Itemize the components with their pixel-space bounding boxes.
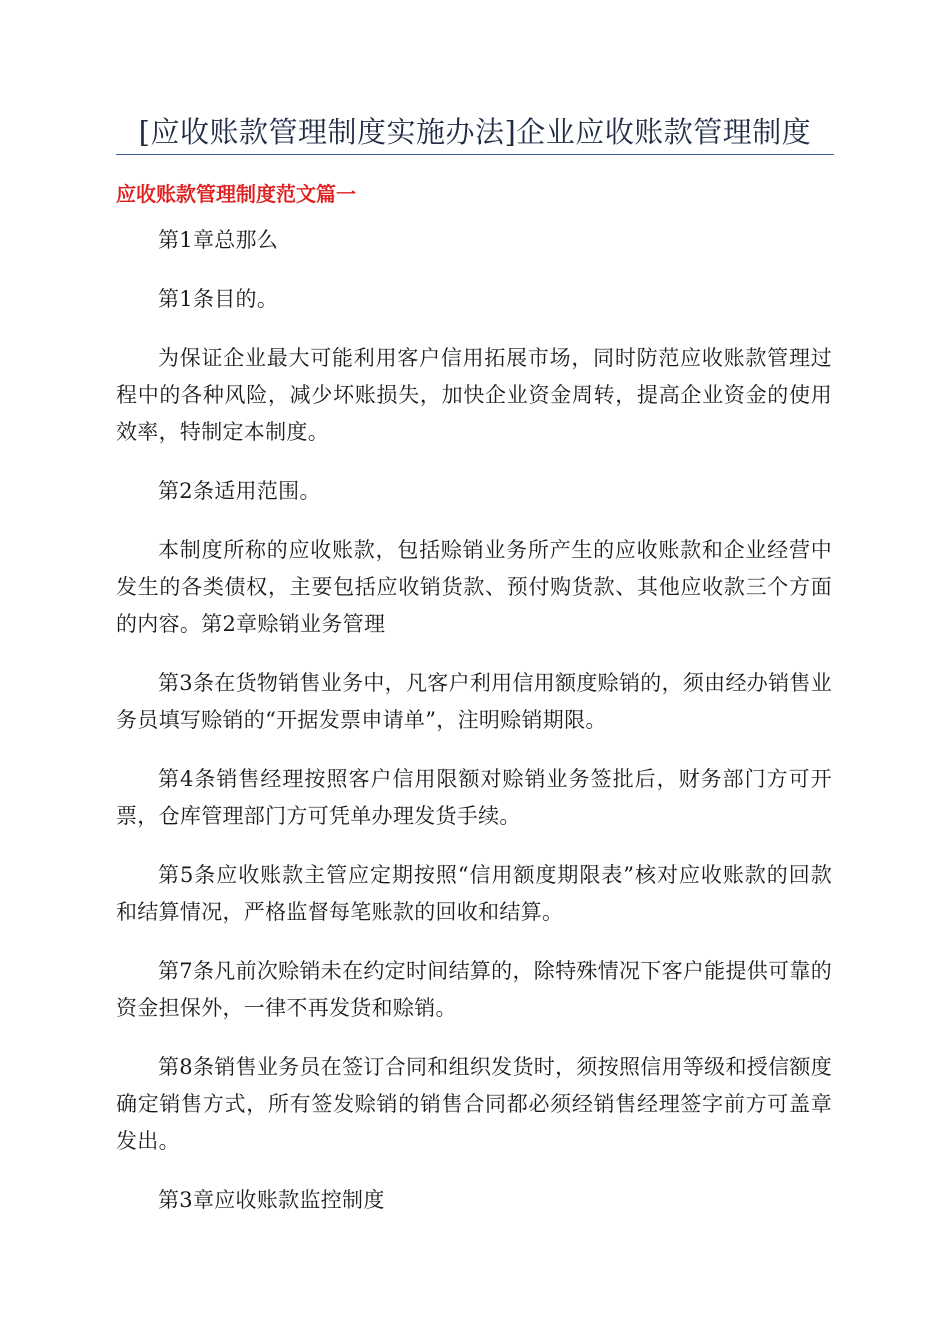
paragraph-article-2: 第2条适用范围。 — [158, 479, 321, 503]
paragraph-article-8: 第8条销售业务员在签订合同和组织发货时，须按照信用等级和授信额度确定销售方式，所有签发赊销的销售合同都必须经销售经理签字前方可盖章发出。 — [116, 1055, 832, 1153]
document-body — [116, 222, 832, 1241]
paragraph-chapter-3: 第3章应收账款监控制度 — [158, 1188, 385, 1212]
paragraph-article-5: 第5条应收账款主管应定期按照“信用额度期限表”核对应收账款的回款和结算情况，严格监督每笔账款的回收和结算。 — [116, 863, 832, 924]
paragraph-article-1: 第1条目的。 — [158, 287, 279, 311]
document-title: [应收账款管理制度实施办法]企业应收账款管理制度 — [138, 115, 812, 149]
title-underline-divider — [116, 154, 834, 155]
paragraph-chapter-1: 第1章总那么 — [158, 228, 279, 252]
paragraph-scope: 本制度所称的应收账款，包括赊销业务所产生的应收账款和企业经营中发生的各类债权，主要包括应收销货款、预付购货款、其他应收款三个方面的内容。第2章赊销业务管理 — [116, 538, 832, 636]
paragraph-article-4: 第4条销售经理按照客户信用限额对赊销业务签批后，财务部门方可开票，仓库管理部门方可凭单办理发货手续。 — [116, 767, 832, 828]
paragraph-article-7: 第7条凡前次赊销未在约定时间结算的，除特殊情况下客户能提供可靠的资金担保外，一律不再发货和赊销。 — [116, 959, 832, 1020]
section-heading: 应收账款管理制度范文篇一 — [116, 182, 356, 206]
paragraph-article-3: 第3条在货物销售业务中，凡客户利用信用额度赊销的，须由经办销售业务员填写赊销的“开据发票申请单”，注明赊销期限。 — [116, 671, 832, 732]
paragraph-purpose: 为保证企业最大可能利用客户信用拓展市场，同时防范应收账款管理过程中的各种风险，减少坏账损失，加快企业资金周转，提高企业资金的使用效率，特制定本制度。 — [116, 346, 832, 444]
